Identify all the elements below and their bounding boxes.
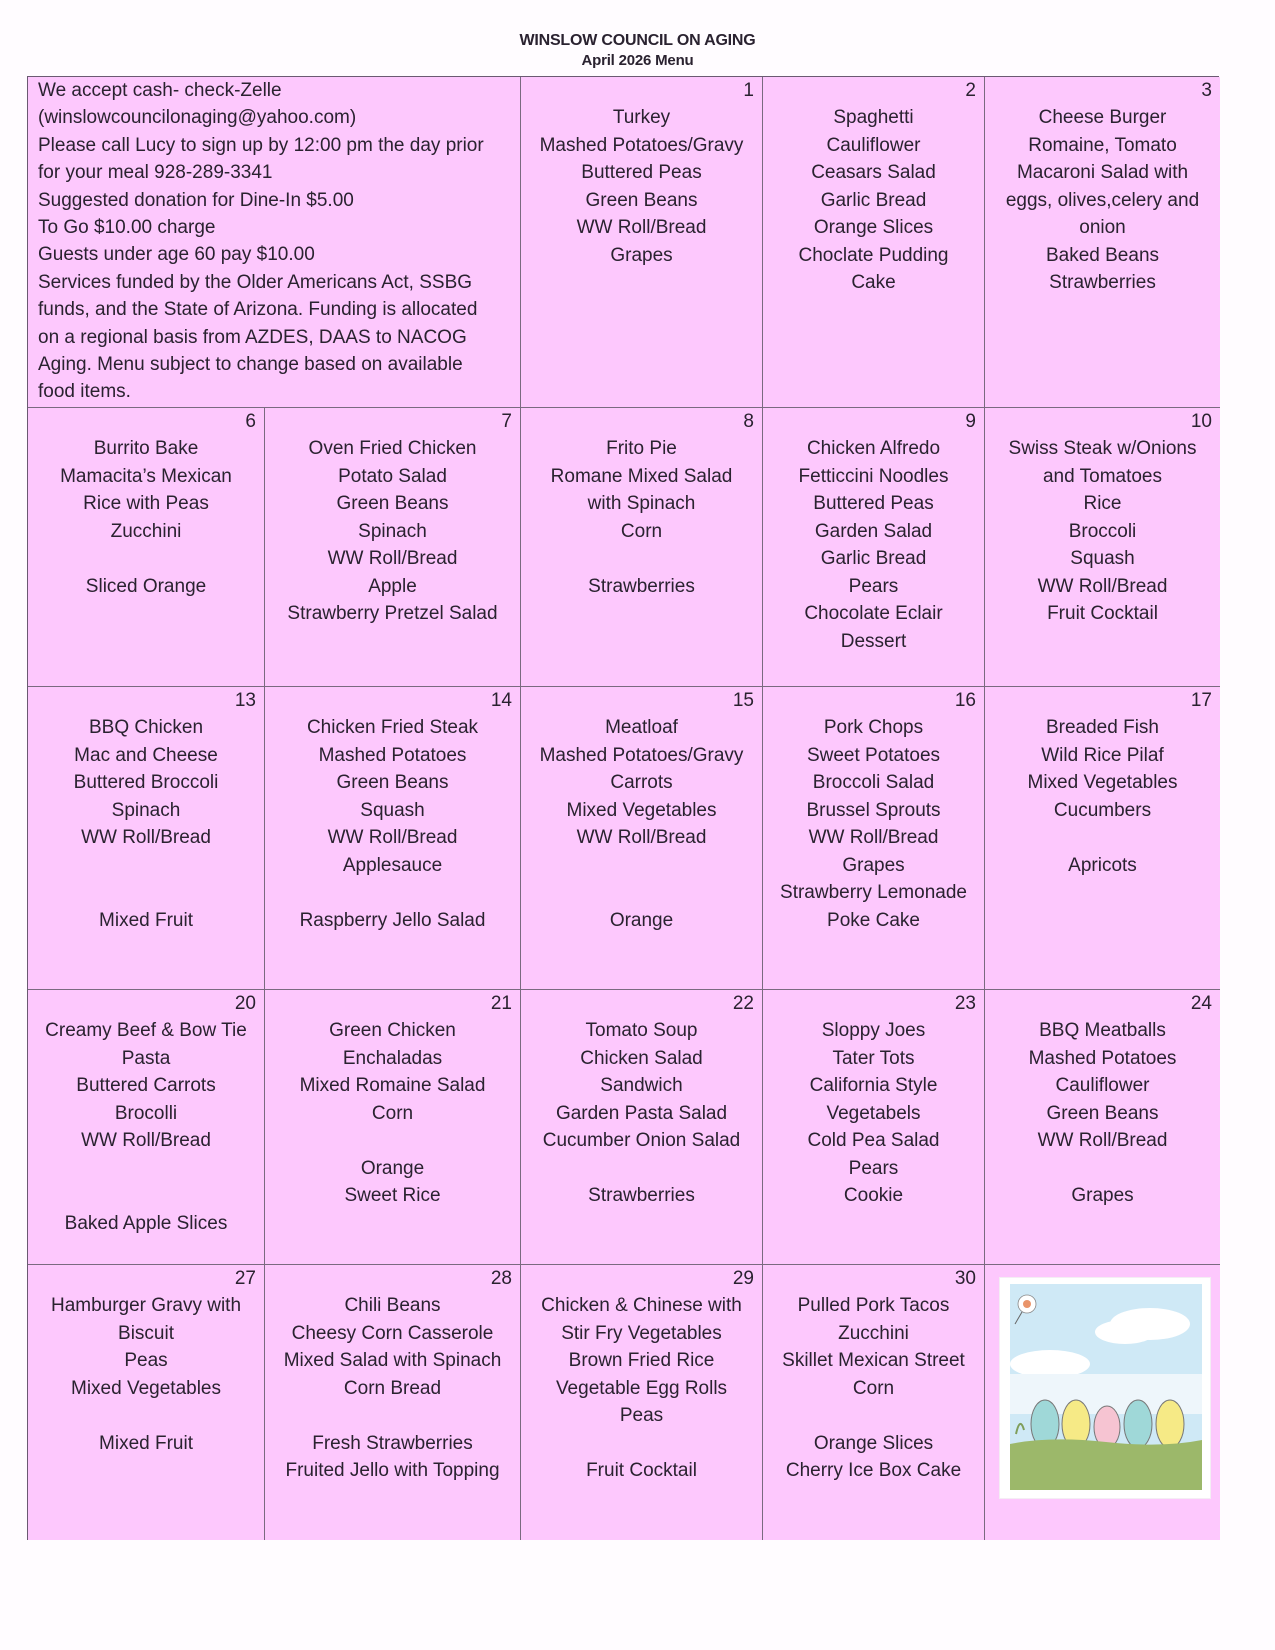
spacer	[527, 1155, 756, 1183]
menu-item: Buttered Carrots	[76, 1075, 216, 1096]
menu-item: Biscuit	[118, 1322, 174, 1344]
menu-item: Sliced Orange	[85, 575, 207, 597]
menu-item: Orange Slices	[813, 217, 934, 238]
day-number: 8	[743, 411, 754, 432]
menu-item: Rice	[1083, 493, 1122, 514]
menu-item: Skillet Mexican Street	[782, 1350, 965, 1371]
spacer	[271, 879, 514, 907]
menu-item: Zucchini	[838, 1322, 909, 1344]
menu-item: Spaghetti	[833, 107, 914, 128]
info-guests: Guests under age 60 pay $10.00	[38, 244, 315, 266]
menu-item: Garlic Bread	[820, 548, 927, 569]
menu-item: Green Chicken	[329, 1020, 456, 1041]
menu-item: Creamy Beef & Bow Tie	[45, 1020, 247, 1041]
menu-item: Apple	[368, 575, 417, 597]
menu-item: Romane Mixed Salad	[550, 465, 733, 487]
menu-item: Poke Cake	[827, 909, 920, 931]
menu-item: Mashed Potatoes/Gravy	[539, 134, 744, 156]
menu-item: Sandwich	[600, 1075, 683, 1096]
menu-item: Green Beans	[336, 493, 449, 514]
menu-item: Chicken Salad	[580, 1047, 703, 1069]
menu-item: Cold Pea Salad	[807, 1130, 940, 1151]
menu-item: and Tomatoes	[1042, 465, 1162, 487]
menu-item: Strawberries	[1049, 272, 1156, 293]
menu-item: Stir Fry Vegetables	[561, 1322, 722, 1344]
menu-item: Buttered Peas	[581, 162, 702, 183]
menu-item: Romaine, Tomato	[1028, 134, 1177, 156]
spacer	[527, 1430, 756, 1458]
menu-item: Pulled Pork Tacos	[797, 1295, 950, 1316]
menu-item: Chocolate Eclair	[804, 603, 943, 624]
menu-item: Meatloaf	[605, 717, 678, 738]
day-number: 6	[245, 411, 256, 432]
menu-item: Fruited Jello with Topping	[285, 1460, 500, 1481]
menu-item: Fruit Cocktail	[586, 1460, 697, 1481]
menu-item: Pears	[848, 575, 899, 597]
menu-item: Ceasars Salad	[811, 162, 936, 183]
menu-item: Corn	[620, 520, 663, 542]
spacer	[769, 1402, 978, 1430]
menu-item: Buttered Broccoli	[73, 772, 219, 793]
day-number: 28	[490, 1268, 512, 1289]
menu-item: Vegetable Egg Rolls	[555, 1377, 728, 1399]
menu-item: Mixed Fruit	[99, 909, 193, 931]
menu-item: Tomato Soup	[585, 1020, 698, 1041]
menu-item: Cauliflower	[826, 134, 921, 156]
day-number: 7	[501, 411, 512, 432]
info-signup: Please call Lucy to sign up by 12:00 pm the day prior	[38, 134, 484, 156]
day-number: 10	[1190, 411, 1212, 432]
day-cell	[521, 687, 763, 990]
day-cell	[28, 687, 265, 990]
menu-item: Peas	[124, 1350, 168, 1371]
menu-item: Fetticcini Noodles	[798, 465, 949, 487]
menu-item: Mamacita’s Mexican	[60, 465, 232, 487]
spacer	[527, 545, 756, 573]
day-cell	[763, 77, 985, 408]
menu-item: eggs, olives,celery and	[1005, 189, 1200, 211]
menu-item: Green Beans	[1046, 1102, 1159, 1124]
menu-item: Fresh Strawberries	[312, 1432, 473, 1454]
menu-item: Potato Salad	[338, 465, 447, 487]
menu-item: Pork Chops	[823, 717, 924, 738]
menu-item: Frito Pie	[606, 438, 677, 459]
day-cell	[985, 687, 1220, 990]
menu-item: Apricots	[1068, 854, 1137, 876]
menu-item: Mixed Vegetables	[1027, 772, 1178, 793]
spacer	[991, 1155, 1214, 1183]
menu-item: Oven Fried Chicken	[308, 438, 477, 459]
spacer	[271, 1402, 514, 1430]
menu-item: Chili Beans	[344, 1295, 441, 1316]
info-payment: We accept cash- check-Zelle	[38, 80, 282, 101]
info-cell	[28, 77, 521, 408]
spacer	[34, 852, 258, 880]
spacer	[527, 879, 756, 907]
menu-item: Wild Rice Pilaf	[1041, 744, 1164, 766]
menu-item: Vegetabels	[826, 1102, 921, 1124]
menu-item: Strawberry Lemonade	[780, 882, 967, 903]
menu-item: Garden Pasta Salad	[555, 1102, 728, 1124]
menu-item: WW Roll/Bread	[81, 1130, 211, 1151]
menu-item: Pears	[848, 1157, 899, 1179]
page-title: WINSLOW COUNCIL ON AGING	[519, 32, 756, 49]
menu-item: Zucchini	[110, 520, 182, 542]
menu-item: Grapes	[842, 854, 905, 876]
menu-item: Mixed Vegetables	[566, 799, 717, 821]
menu-item: Cherry Ice Box Cake	[785, 1460, 962, 1481]
day-number: 17	[1190, 690, 1212, 711]
day-cell	[521, 77, 763, 408]
spacer	[34, 1182, 258, 1210]
menu-item: Grapes	[610, 244, 673, 266]
menu-item: Carrots	[610, 772, 673, 793]
day-number: 30	[954, 1268, 976, 1289]
menu-item: Squash	[1070, 548, 1135, 569]
menu-item: California Style	[809, 1075, 938, 1096]
menu-item: Hamburger Gravy with	[50, 1295, 242, 1316]
menu-item: Mixed Romaine Salad	[299, 1075, 486, 1096]
day-number: 15	[732, 690, 754, 711]
menu-item: Strawberry Pretzel Salad	[287, 603, 498, 624]
menu-item: Cucumber Onion Salad	[542, 1130, 741, 1151]
menu-item: with Spinach	[587, 493, 696, 514]
day-number: 16	[954, 690, 976, 711]
menu-item: Spinach	[358, 520, 427, 542]
menu-item: Buttered Peas	[813, 493, 934, 514]
day-number: 2	[965, 80, 976, 101]
menu-item: Corn	[371, 1102, 414, 1124]
menu-item: Applesauce	[342, 854, 443, 876]
info-donation: Suggested donation for Dine-In $5.00	[38, 189, 354, 211]
day-cell	[985, 77, 1220, 408]
menu-item: Corn	[852, 1377, 895, 1399]
menu-item: Grapes	[1071, 1185, 1134, 1206]
menu-item: Dessert	[840, 630, 907, 652]
menu-item: Macaroni Salad with	[1016, 162, 1189, 183]
menu-item: Sweet Potatoes	[806, 744, 941, 766]
day-number: 14	[490, 690, 512, 711]
day-cell	[763, 990, 985, 1265]
day-cell	[763, 408, 985, 687]
menu-item: Chicken & Chinese with	[541, 1295, 742, 1316]
menu-item: Strawberries	[588, 575, 695, 597]
day-cell	[28, 990, 265, 1265]
menu-item: Baked Beans	[1045, 244, 1160, 266]
day-cell	[265, 1265, 521, 1540]
menu-item: WW Roll/Bread	[1037, 575, 1168, 597]
menu-item: WW Roll/Bread	[1037, 1130, 1168, 1151]
menu-item: Brown Fried Rice	[568, 1350, 715, 1371]
day-cell	[265, 990, 521, 1265]
menu-item: Green Beans	[585, 189, 698, 211]
menu-item: Mashed Potatoes	[1028, 1047, 1177, 1069]
menu-item: Strawberries	[588, 1185, 695, 1206]
day-cell	[985, 990, 1220, 1265]
menu-item: Corn Bread	[343, 1377, 442, 1399]
menu-item: BBQ Meatballs	[1039, 1020, 1166, 1041]
menu-item: Choclate Pudding	[798, 244, 949, 266]
menu-item: Burrito Bake	[93, 438, 199, 459]
menu-item: WW Roll/Bread	[81, 827, 211, 848]
menu-item: Pasta	[121, 1047, 171, 1069]
menu-item: Cucumbers	[1053, 799, 1152, 821]
menu-item: Green Beans	[336, 772, 449, 793]
day-number: 20	[234, 993, 256, 1014]
easter-eggs-illustration-icon	[999, 1277, 1211, 1499]
spacer	[527, 852, 756, 880]
menu-item: Squash	[360, 799, 425, 821]
menu-item: Orange	[609, 909, 674, 931]
menu-item: WW Roll/Bread	[576, 217, 707, 238]
info-email: (winslowcouncilonaging@yahoo.com)	[38, 107, 357, 129]
menu-item: Mixed Salad with Spinach	[283, 1350, 502, 1371]
day-cell	[521, 990, 763, 1265]
info-togo: To Go $10.00 charge	[38, 217, 216, 239]
day-number: 13	[234, 690, 256, 711]
info-funding: on a regional basis from AZDES, DAAS to NACOG	[38, 326, 467, 348]
menu-item: WW Roll/Bread	[808, 827, 939, 848]
menu-item: Sloppy Joes	[821, 1020, 926, 1041]
menu-item: Mixed Vegetables	[71, 1377, 221, 1399]
day-cell	[28, 408, 265, 687]
spacer	[991, 824, 1214, 852]
page-subtitle: April 2026 Menu	[581, 52, 694, 69]
info-disclaimer: food items.	[38, 381, 131, 403]
day-number: 29	[732, 1268, 754, 1289]
menu-item: Mashed Potatoes/Gravy	[539, 744, 744, 766]
day-cell	[265, 408, 521, 687]
spacer	[34, 879, 258, 907]
menu-item: Tater Tots	[832, 1047, 915, 1069]
menu-item: Rice with Peas	[83, 493, 209, 514]
info-phone: for your meal 928-289-3341	[38, 162, 273, 184]
menu-item: Cookie	[843, 1185, 904, 1206]
menu-item: Turkey	[612, 107, 671, 128]
spacer	[34, 545, 258, 573]
menu-item: Mixed Fruit	[99, 1432, 193, 1454]
menu-calendar	[27, 76, 1219, 1540]
day-cell	[521, 1265, 763, 1540]
menu-item: Spinach	[111, 799, 181, 821]
menu-item: Cheese Burger	[1038, 107, 1167, 128]
day-number: 9	[965, 411, 976, 432]
menu-item: Brussel Sprouts	[806, 799, 941, 821]
menu-item: Breaded Fish	[1045, 717, 1159, 738]
menu-item: Cauliflower	[1055, 1075, 1150, 1096]
menu-item: Fruit Cocktail	[1047, 603, 1158, 624]
menu-item: Broccoli	[1068, 520, 1137, 542]
info-funding: funds, and the State of Arizona. Funding is allocated	[38, 299, 478, 321]
day-cell	[763, 1265, 985, 1540]
day-number: 1	[743, 80, 754, 101]
menu-item: Swiss Steak w/Onions	[1008, 438, 1197, 459]
day-cell	[28, 1265, 265, 1540]
menu-item: Chicken Alfredo	[806, 438, 941, 459]
menu-item: Garlic Bread	[820, 189, 927, 211]
day-cell	[521, 408, 763, 687]
info-disclaimer: Aging. Menu subject to change based on available	[38, 354, 463, 376]
menu-item: Cake	[851, 272, 896, 293]
menu-item: Enchaladas	[342, 1047, 443, 1069]
menu-item: BBQ Chicken	[88, 717, 204, 738]
day-number: 22	[732, 993, 754, 1014]
menu-item: Broccoli Salad	[812, 772, 935, 793]
day-cell	[265, 687, 521, 990]
spacer	[34, 1402, 258, 1430]
menu-item: Cheesy Corn Casserole	[291, 1322, 494, 1344]
info-funding: Services funded by the Older Americans Act, SSBG	[38, 271, 473, 293]
spacer	[34, 1155, 258, 1183]
menu-item: WW Roll/Bread	[327, 548, 458, 569]
menu-item: Baked Apple Slices	[64, 1212, 228, 1234]
spacer	[271, 1127, 514, 1155]
menu-item: Chicken Fried Steak	[306, 717, 479, 738]
day-cell	[985, 408, 1220, 687]
menu-item: WW Roll/Bread	[576, 827, 707, 848]
menu-item: Mashed Potatoes	[318, 744, 467, 766]
day-number: 21	[490, 993, 512, 1014]
day-number: 27	[234, 1268, 256, 1289]
menu-item: Orange Slices	[813, 1432, 934, 1454]
menu-item: Mac and Cheese	[74, 744, 218, 766]
menu-item: Sweet Rice	[344, 1185, 441, 1206]
day-number: 3	[1201, 80, 1212, 101]
menu-item: Brocolli	[114, 1102, 178, 1124]
day-number: 23	[954, 993, 976, 1014]
day-cell	[763, 687, 985, 990]
menu-item: Raspberry Jello Salad	[299, 909, 486, 931]
menu-item: WW Roll/Bread	[327, 827, 458, 848]
day-number: 24	[1190, 993, 1212, 1014]
decoration-cell	[985, 1265, 1220, 1540]
menu-item: onion	[1079, 217, 1126, 238]
menu-item: Orange	[360, 1157, 425, 1179]
menu-item: Garden Salad	[814, 520, 933, 542]
menu-item: Peas	[619, 1405, 664, 1426]
